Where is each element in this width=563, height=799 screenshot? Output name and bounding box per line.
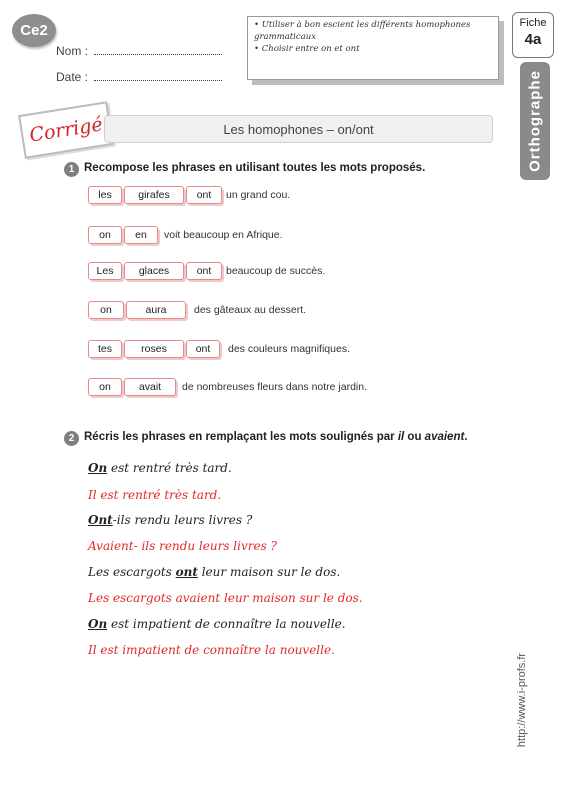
word-chip: ont bbox=[186, 186, 222, 204]
line-text: est rentré très tard. bbox=[107, 461, 232, 475]
word-chip: on bbox=[88, 226, 122, 244]
handwritten-answer bbox=[88, 539, 277, 553]
instruction-avaient: avaient bbox=[424, 431, 465, 443]
word-chip: ont bbox=[186, 262, 222, 280]
fiche-number: 4a bbox=[524, 31, 542, 48]
line-text: Les escargots bbox=[88, 565, 176, 579]
answer-text: Avaient- ils rendu leurs livres ? bbox=[88, 539, 277, 553]
date-dotted-line bbox=[94, 70, 222, 81]
word-chip: tes bbox=[88, 340, 122, 358]
handwritten-answer bbox=[88, 488, 221, 502]
subject-label: Orthographe bbox=[526, 70, 544, 172]
sentence-rest: des couleurs magnifiques. bbox=[228, 343, 350, 355]
fiche-badge bbox=[512, 12, 554, 58]
handwritten-answer bbox=[88, 591, 363, 605]
exercise-2-instruction bbox=[84, 431, 468, 443]
word-chip: roses bbox=[124, 340, 184, 358]
name-label: Nom : bbox=[56, 44, 89, 58]
exercise-1-instruction: Recompose les phrases en utilisant toutes les mots proposés. bbox=[84, 162, 426, 174]
answer-text: Il est rentré très tard. bbox=[88, 488, 222, 502]
underlined-word: ont bbox=[175, 565, 198, 579]
answer-text: Il est impatient de connaître la nouvelle. bbox=[88, 643, 335, 657]
instruction-il: il bbox=[397, 431, 405, 443]
handwritten-line bbox=[88, 513, 252, 527]
instruction-text: ou bbox=[404, 431, 425, 443]
line-text: -ils rendu leurs livres ? bbox=[112, 513, 253, 527]
objective-1: • Utiliser à bon escient les différents homophones grammaticaux bbox=[254, 20, 471, 42]
instruction-text: Récris les phrases en remplaçant les mots soulignés par bbox=[84, 431, 398, 443]
name-field bbox=[56, 44, 222, 58]
underlined-word: On bbox=[88, 461, 108, 475]
handwritten-line bbox=[88, 565, 340, 579]
line-text: est impatient de connaître la nouvelle. bbox=[107, 617, 346, 631]
fiche-label: Fiche bbox=[519, 17, 547, 29]
objective-2: • Choisir entre on et ont bbox=[254, 44, 360, 54]
handwritten-answer bbox=[88, 643, 335, 657]
grade-badge bbox=[12, 14, 56, 47]
word-chip: on bbox=[88, 301, 124, 319]
objective-2-text: Choisir entre on et ont bbox=[261, 44, 360, 54]
underlined-word: Ont bbox=[88, 513, 113, 527]
date-label: Date : bbox=[56, 70, 89, 84]
name-dotted-line bbox=[94, 44, 222, 55]
word-chip: Les bbox=[88, 262, 122, 280]
sentence-rest: de nombreuses fleurs dans notre jardin. bbox=[182, 381, 368, 393]
sentence-rest: beaucoup de succès. bbox=[226, 265, 326, 277]
instruction-text: . bbox=[464, 431, 468, 443]
word-chip: les bbox=[88, 186, 122, 204]
sentence-rest: un grand cou. bbox=[226, 189, 291, 201]
answer-text: Les escargots avaient leur maison sur le dos. bbox=[88, 591, 363, 605]
corrige-stamp bbox=[18, 101, 114, 159]
word-chip: en bbox=[124, 226, 158, 244]
word-chip: avait bbox=[124, 378, 176, 396]
word-chip: glaces bbox=[124, 262, 184, 280]
objective-1-text: Utiliser à bon escient les différents homophones grammaticaux bbox=[254, 20, 471, 42]
exercise-1-number-text: 1 bbox=[68, 164, 75, 175]
exercise-2-number-text: 2 bbox=[68, 433, 75, 444]
date-field bbox=[56, 70, 222, 84]
sentence-rest: des gâteaux au dessert. bbox=[194, 304, 307, 316]
footer-url: http://www.i-profs.fr bbox=[516, 652, 528, 748]
word-chip: aura bbox=[126, 301, 186, 319]
exercise-1-number bbox=[64, 162, 79, 177]
handwritten-line bbox=[88, 617, 346, 631]
underlined-word: On bbox=[88, 617, 108, 631]
subject-tab bbox=[520, 62, 550, 180]
objectives-box bbox=[247, 16, 499, 80]
exercise-2-number bbox=[64, 431, 79, 446]
handwritten-line bbox=[88, 461, 232, 475]
corrige-label: Corrigé bbox=[27, 113, 105, 147]
word-chip: ont bbox=[186, 340, 220, 358]
sentence-rest: voit beaucoup en Afrique. bbox=[164, 229, 283, 241]
word-chip: girafes bbox=[124, 186, 184, 204]
word-chip: on bbox=[88, 378, 122, 396]
page-title bbox=[104, 115, 493, 143]
page-title-text: Les homophones – on/ont bbox=[223, 121, 374, 137]
line-text: leur maison sur le dos. bbox=[197, 565, 341, 579]
grade-label: Ce2 bbox=[20, 22, 48, 39]
